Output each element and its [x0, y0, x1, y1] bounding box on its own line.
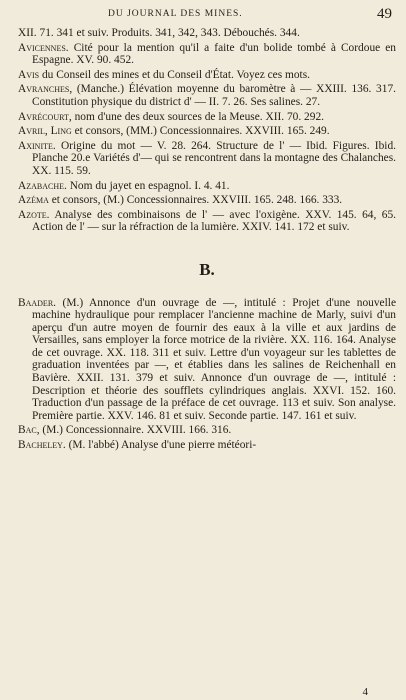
entry-head: Avicennes. — [18, 41, 69, 54]
entry-head: Azéma — [18, 194, 49, 207]
index-entry — [18, 140, 396, 178]
entry-head: Avrécourt, — [18, 110, 72, 123]
entry-body: (M.) Concessionnaire. XXVIII. 166. 316. — [39, 424, 232, 437]
entry-body: Origine du mot — V. 28. 264. Structure de l' — Ibid. Figures. Ibid. Planche 20.e Variétés d'— qui se rencontrent dans la montagne des Chalanches. XX. 115. 59. — [32, 139, 396, 177]
entry-body: du Conseil des mines et du Conseil d'État. Voyez ces mots. — [39, 68, 310, 81]
index-entry — [18, 69, 396, 82]
entry-head: Azabache. — [18, 179, 67, 192]
index-entry — [18, 424, 396, 437]
index-entry — [18, 439, 396, 452]
entry-head: Azote. — [18, 208, 50, 221]
entry-body: et consors, (MM.) Concessionnaires. XXVIII. 165. 249. — [71, 125, 330, 138]
entry-body: XII. 71. 341 et suiv. Produits. 341, 342, 343. Débouchés. 344. — [18, 27, 300, 39]
index-entry — [18, 297, 396, 423]
index-entry — [18, 27, 396, 40]
entry-head: Axinite. — [18, 139, 56, 152]
entry-body: (M. l'abbé) Analyse d'une pierre météori- — [65, 439, 257, 452]
index-entry — [18, 180, 396, 193]
index-entry — [18, 42, 396, 67]
entry-head: Avranches, — [18, 83, 73, 96]
index-column — [18, 27, 396, 454]
index-entry — [18, 111, 396, 124]
signature-mark: 4 — [362, 686, 368, 698]
index-entry — [18, 83, 396, 108]
entry-body: (M.) Annonce d'un ouvrage de —, intitulé : Projet d'une nouvelle machine hydraulique pour remplacer l'ancienne machine de Marly, suivi d'un aperçu d'un autre moyen de fournir des eaux à la ville et aux jardins de Versailles, sans employer la force motrice de la rivière. XX. 116. 164. Analyse de cet ouvrage. XX. 118. 311 et suiv. Lettre d'un voyageur sur les tablettes de graduation inventées par —, et établies dans les salines de Reichenhall en Bavière. XXII. 131. 379 et suiv. Annonce d'un ouvrage de —, intitulé : Description et théorie des soufflets cylindriques anglais. XXVI. 152. 160. Traduction d'un passage de la préface de cet ouvrage. 113 et suiv. Son analyse. Première partie. XXV. 146. 81 et suiv. Seconde partie. 147. 161 et suiv. — [32, 296, 396, 422]
entry-body: Cité pour la mention qu'il a faite d'un bolide tombé à Cordoue en Espagne. XV. 90. 452. — [32, 41, 396, 67]
entry-head: Baader. — [18, 296, 56, 309]
entry-body: Nom du jayet en espagnol. I. 4. 41. — [66, 179, 230, 192]
entry-body: Analyse des combinaisons de l' — avec l'oxigène. XXV. 145. 64, 65. Action de l' — sur la réfraction de la lumière. XXIV. 141. 172 et suiv. — [32, 208, 396, 234]
page-header — [0, 8, 406, 28]
entry-head: Bac, — [18, 424, 40, 437]
entry-body: nom d'une des deux sources de la Meuse. XII. 70. 292. — [71, 110, 324, 123]
section-letter: B. — [199, 259, 215, 279]
entry-body: et consors, (M.) Concessionnaires. XXVIII. 165. 248. 166. 333. — [48, 194, 343, 207]
entry-body: (Manche.) Élévation moyenne du baromètre à — XXIII. 136. 317. Constitution physique du district d' — II. 7. 26. Ses salines. 27. — [32, 83, 396, 108]
entry-head: Bacheley. — [18, 439, 66, 452]
entry-head: Avis — [18, 68, 40, 81]
running-head: DU JOURNAL DES MINES. — [108, 9, 243, 19]
entry-head: Avril, Ling — [18, 125, 72, 138]
index-entry — [18, 209, 396, 234]
page-number: 49 — [377, 6, 392, 22]
index-entry — [18, 125, 396, 138]
index-entry — [18, 194, 396, 207]
